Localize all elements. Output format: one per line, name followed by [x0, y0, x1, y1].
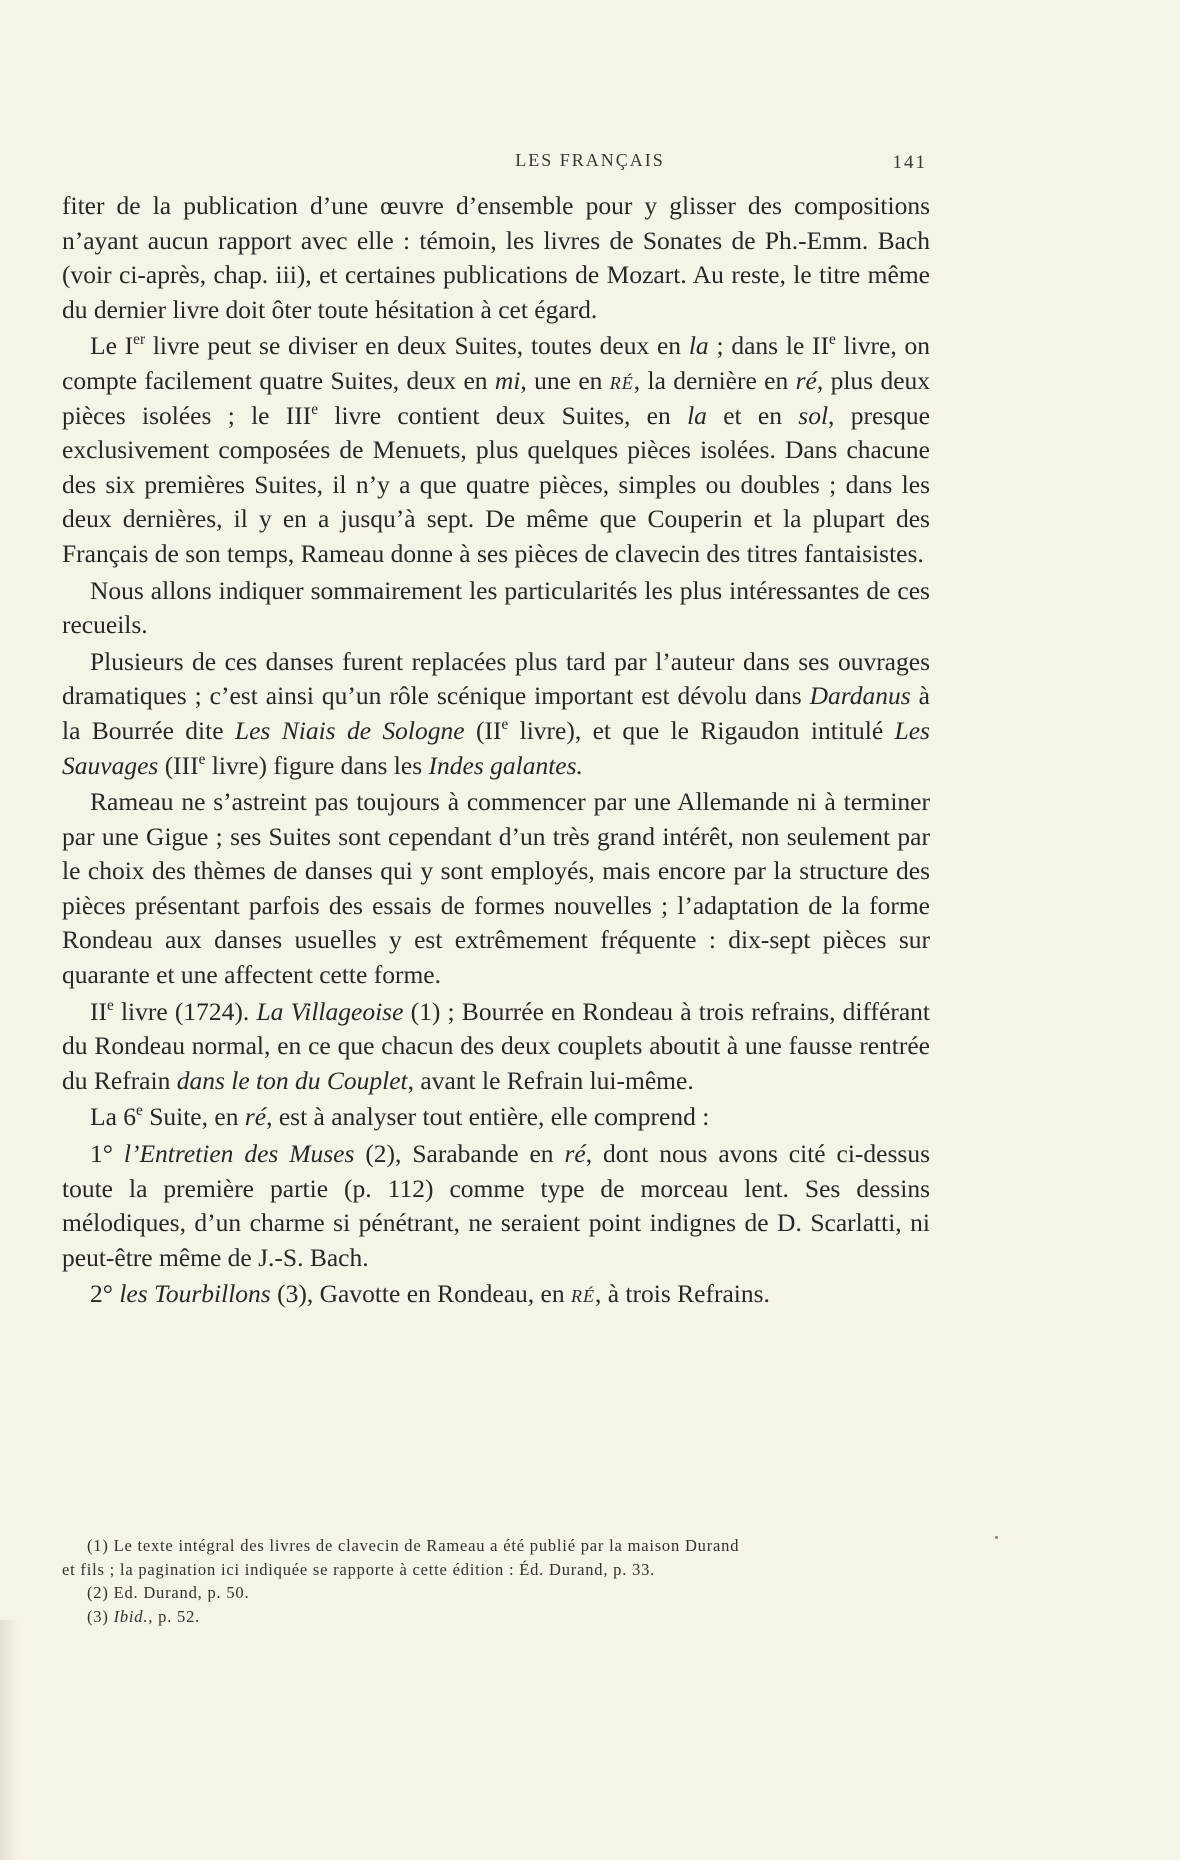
paragraph — [62, 995, 930, 1099]
paragraph — [62, 329, 930, 571]
superscript: er — [133, 331, 146, 349]
text-run: Suite, en — [142, 1102, 245, 1132]
superscript: e — [106, 996, 114, 1014]
small-caps-text: ré — [570, 1279, 595, 1309]
text-run: 2° — [90, 1279, 120, 1309]
italic-text: la — [688, 331, 709, 361]
paragraph — [62, 1100, 930, 1135]
running-header — [0, 150, 1180, 180]
paragraph — [62, 785, 930, 993]
italic-text: Ibid. — [113, 1606, 149, 1626]
text-run: II — [90, 996, 107, 1026]
text-run: , p. 52. — [148, 1606, 201, 1626]
text-run: à la Bourrée dite — [62, 681, 930, 745]
superscript: e — [311, 400, 319, 418]
paragraph — [62, 574, 930, 643]
footnote — [62, 1558, 962, 1582]
text-run: (II — [464, 715, 502, 745]
italic-text: ré — [564, 1139, 586, 1169]
text-run: , avant le Refrain lui-même. — [407, 1065, 694, 1095]
text-run: , dont nous avons cité ci-dessus toute la première partie (p. 112) comme type de morceau lent. Ses dessins mélodiques, d’un charme si pénétrant, ne seraient point indignes de D. Scarlatti, ni peut-être même de J.-S. Bach. — [62, 1139, 930, 1272]
text-run: et en — [706, 400, 799, 430]
page-number: 141 — [892, 152, 927, 173]
superscript: e — [136, 1102, 143, 1120]
text-run: et fils ; la pagination ici indiquée se rapporte à cette édition : Éd. Durand, p. 33. — [62, 1559, 656, 1579]
italic-text: les Tourbillons — [119, 1279, 271, 1309]
page-edge-shadow — [0, 1620, 18, 1860]
text-run: (2) Ed. Durand, p. 50. — [87, 1583, 250, 1602]
text-run: livre contient deux Suites, en — [318, 400, 688, 430]
margin-speck — [995, 1536, 998, 1539]
superscript: e — [501, 715, 509, 733]
paragraph — [62, 1137, 930, 1275]
text-run: Plusieurs de ces danses furent replacées plus tard par l’auteur dans ses ouvrages dramatiques ; c’est ainsi qu’un rôle scénique important est dévolu dans — [62, 646, 930, 711]
text-run: 1° — [90, 1139, 124, 1169]
text-run: , à trois Refrains. — [594, 1279, 770, 1309]
italic-text: la — [687, 400, 707, 430]
text-run: Nous allons indiquer sommairement les particularités les plus intéressantes de ces recueils. — [62, 575, 930, 640]
italic-text: mi — [494, 365, 521, 395]
footnotes — [62, 1534, 962, 1628]
text-run: livre) figure dans les — [205, 750, 429, 780]
italic-text: Les Niais de Sologne — [234, 715, 465, 745]
text-run: , une en — [520, 365, 610, 395]
superscript: e — [829, 331, 836, 349]
text-run: (2), Sarabande en — [354, 1139, 565, 1169]
text-run: (3), Gavotte en Rondeau, en — [270, 1279, 571, 1309]
italic-text: Les Sauvages — [62, 715, 930, 780]
text-run: (1) ; Bourrée en Rondeau à trois refrains, différant du Rondeau normal, en ce que chacun des deux couplets aboutit à une fausse rentrée du Refrain — [62, 996, 931, 1095]
footnote — [62, 1605, 962, 1629]
running-title: LES FRANÇAIS — [515, 150, 665, 170]
footnote — [62, 1534, 962, 1558]
text-run: livre), et que le Rigaudon intitulé — [508, 715, 895, 745]
italic-text: La Villageoise — [256, 996, 404, 1026]
italic-text: ré — [795, 365, 817, 395]
text-run: , plus deux pièces isolées ; le III — [62, 365, 931, 430]
italic-text: ré — [244, 1102, 267, 1132]
body-text — [62, 189, 930, 1312]
italic-text: sol — [798, 400, 829, 430]
text-run: Rameau ne s’astreint pas toujours à commencer par une Allemande ni à terminer par une Gigue ; ses Suites sont cependant d’un très grand intérêt, non seulement par le choix des thèmes de danses qui y sont employés, mais encore par la structure des pièces présentant parfois des essais de formes nouvelles ; l’adaptation de la forme Rondeau aux danses usuelles y est extrêmement fréquente : dix-sept pièces sur quarante et une affectent cette forme. — [62, 787, 930, 990]
paragraph — [62, 1277, 930, 1312]
paragraph — [62, 189, 930, 327]
text-run: fiter de la publication d’une œuvre d’ensemble pour y glisser des compositions n’ayant aucun rapport avec elle : témoin, les livres de Sonates de Ph.-Emm. Bach (voir ci-après, chap. iii), et certaines publications de Mozart. Au reste, le titre même du dernier livre doit ôter toute hésitation à cet égard. — [62, 191, 930, 324]
italic-text: l’Entretien des Muses — [123, 1139, 355, 1169]
small-caps-text: ré — [609, 365, 634, 395]
text-run: livre, on compte facilement quatre Suites, deux en — [62, 331, 930, 395]
text-run: livre (1724). — [113, 996, 257, 1026]
text-run: La 6 — [90, 1102, 137, 1132]
text-run: , est à analyser tout entière, elle comprend : — [266, 1102, 710, 1132]
text-run: (III — [158, 750, 199, 780]
text-run: (3) — [87, 1606, 114, 1626]
footnote — [62, 1581, 962, 1605]
italic-text: Indes galantes. — [428, 750, 583, 780]
text-run: , la dernière en — [633, 365, 796, 395]
paragraph — [62, 645, 930, 783]
text-run: , presque exclusivement composées de Menuets, plus quelques pièces isolées. Dans chacune des six premières Suites, il n’y a que quatre pièces, simples ou doubles ; dans les deux dernières, il y en a jusqu’à sept. De même que Couperin et la plupart des Français de son temps, Rameau donne à ses pièces de clavecin des titres fantaisistes. — [62, 400, 931, 568]
text-run: livre peut se diviser en deux Suites, toutes deux en — [145, 331, 689, 361]
text-run: (1) Le texte intégral des livres de clavecin de Rameau a été publié par la maison Durand — [87, 1536, 740, 1555]
italic-text: dans le ton du Couplet — [176, 1065, 408, 1095]
superscript: e — [198, 750, 206, 768]
text-run: ; dans le II — [708, 331, 830, 361]
italic-text: Dardanus — [809, 681, 911, 711]
text-run: Le I — [90, 331, 134, 361]
